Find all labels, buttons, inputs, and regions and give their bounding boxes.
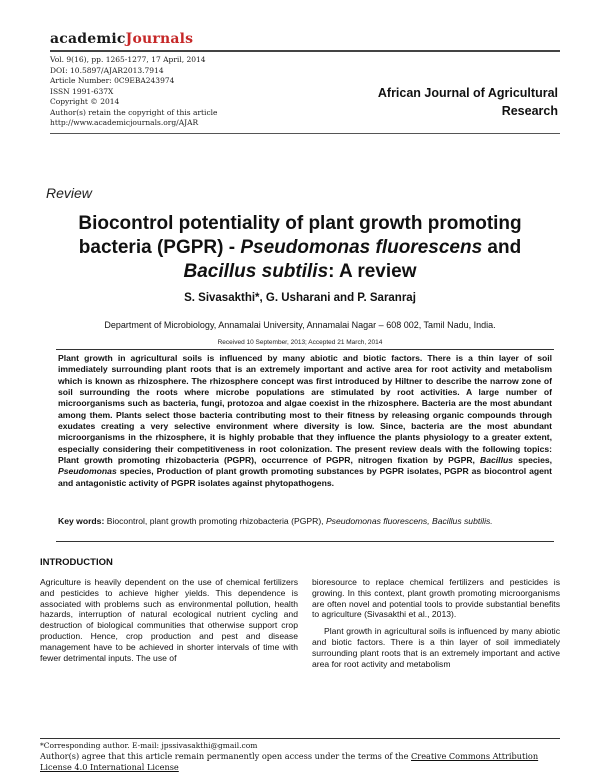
license-notice	[40, 751, 560, 773]
footnote	[40, 741, 560, 773]
keywords	[58, 516, 552, 527]
metadata-rule	[50, 133, 560, 134]
authors: S. Sivasakthi*, G. Usharani and P. Saranraj	[184, 292, 416, 304]
license-link[interactable]: Creative Commons Attribution License 4.0 International License	[40, 751, 539, 772]
keywords-italic: Pseudomonas fluorescens, Bacillus subtilis.	[325, 516, 493, 526]
license-text: Author(s) agree that this article remain permanently open access under the terms of the	[40, 751, 412, 761]
title-italic-pseudomonas: Pseudomonas fluorescens	[240, 237, 483, 258]
article-metadata	[50, 55, 290, 129]
logo-journals: Journals	[125, 31, 194, 47]
article-type: Review	[46, 185, 92, 201]
article-title	[50, 212, 550, 284]
intro-column-right	[312, 577, 560, 669]
abstract-end: species, Production of plant growth promoting substances by PGPR isolates, PGPR as biocontrol agent and antagonistic activity of PGPR isolates against phytopathogens.	[58, 466, 552, 488]
title-and: and	[482, 237, 522, 258]
abstract-species: species,	[513, 455, 553, 466]
abstract-top-rule	[56, 349, 554, 350]
title-part1: Biocontrol potentiality of plant growth promoting bacteria (PGPR) -	[78, 213, 522, 258]
title-italic-bacillus: Bacillus subtilis	[183, 261, 329, 282]
meta-url[interactable]: http://www.academicjournals.org/AJAR	[50, 118, 199, 127]
meta-issn: ISSN 1991-637X	[50, 86, 114, 96]
journal-name-line1: African Journal of Agricultural	[377, 86, 558, 100]
header-rule	[50, 50, 560, 52]
title-end: : A review	[328, 261, 417, 282]
abstract	[58, 353, 552, 489]
logo-academic: academic	[50, 31, 126, 47]
introduction-heading: INTRODUCTION	[40, 557, 113, 568]
intro-paragraph-1: bioresource to replace chemical fertilizers and pesticides is growing. In this context, plant growth promoting microorganisms are often novel and potential tools to provide substantial benefits to agriculture (Sivasakthi et al., 2013).	[312, 577, 560, 620]
keywords-plain: Biocontrol, plant growth promoting rhizobacteria (PGPR),	[104, 516, 326, 526]
keywords-label: Key words:	[58, 516, 105, 526]
journal-name-line2: Research	[501, 104, 558, 118]
meta-rights: Author(s) retain the copyright of this article	[50, 107, 218, 117]
affiliation: Department of Microbiology, Annamalai University, Annamalai Nagar – 608 002, Tamil Nadu, India.	[104, 320, 496, 330]
abstract-bottom-rule	[56, 541, 554, 542]
meta-copyright: Copyright © 2014	[50, 97, 120, 106]
meta-doi: DOI: 10.5897/AJAR2013.7914	[50, 65, 164, 75]
publisher-logo	[50, 31, 193, 47]
abstract-main: Plant growth in agricultural soils is influenced by many abiotic and biotic factors. There is a thin layer of soil immediately surrounding plant roots that is an extremely important and active area for root activity and metabolism which is known as rhizosphere. The rhizosphere concept was first introduced by Hiltner to describe the narrow zone of soil surrounding the roots where microbe populations are stimulated by root activities. A large number of microorganisms such as bacteria, fungi, protozoa and algae coexist in the rhizosphere. Bacteria are the most abundant among them. Plants select those bacteria contributing most to their fitness by releasing organic compounds through exudates creating a very selective environment where diversity is low. Since, bacteria are the most abundant microorganisms in the rhizosphere, it is highly probable that they influence the plants physiology to a greater extent, especially considering their competitiveness in root colonization. The present review deals with the following topics: Plant growth promoting rhizobacteria (PGPR), occurrence of PGPR, nitrogen fixation by PGPR,	[58, 353, 552, 466]
intro-paragraph-2: Plant growth in agricultural soils is influenced by many abiotic and biotic factors. There is a thin layer of soil immediately surrounding plant roots that is an extremely important and active area for root activity and metabolism	[312, 626, 560, 669]
abstract-italic-bacillus: Bacillus	[480, 455, 513, 466]
received-dates: Received 10 September, 2013; Accepted 21 March, 2014	[217, 339, 383, 346]
intro-column-left: Agriculture is heavily dependent on the use of chemical fertilizers and pesticides to achieve higher yields. This dependence is associated with problems such as environmental pollution, health hazards, interruption of natural ecological nutrient cycling and destruction of biological communities that otherwise support crop production. Hence, crop production and pest and disease management have to be achieved in shorter intervals of time with fewer detrimental inputs. The use of	[40, 577, 298, 663]
journal-name	[340, 84, 558, 120]
footnote-rule	[40, 738, 560, 739]
abstract-italic-pseudomonas: Pseudomonas	[58, 466, 117, 477]
corresponding-author: *Corresponding author. E-mail: jpssivasakthi@gmail.com	[40, 741, 258, 750]
meta-article-number: Article Number: 0C9EBA243974	[50, 76, 175, 85]
meta-volume: Vol. 9(16), pp. 1265-1277, 17 April, 2014	[50, 55, 206, 64]
